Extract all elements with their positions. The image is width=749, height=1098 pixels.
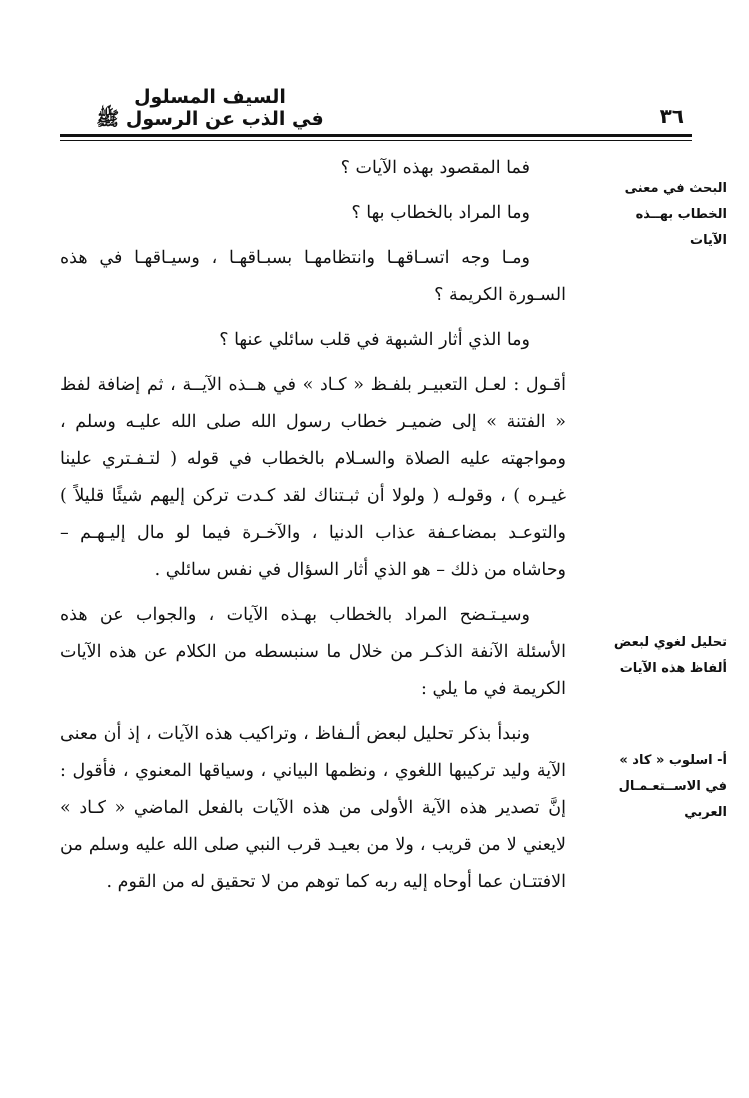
paragraph: وما الذي أثار الشبهة في قلب سائلي عنها ؟ bbox=[219, 330, 530, 350]
header-rule-thin bbox=[60, 140, 692, 141]
main-text bbox=[60, 150, 566, 901]
header-rule-thick bbox=[60, 134, 692, 137]
paragraph: ونبدأ بذكر تحليل لبعض ألـفاظ ، وتراكيب هذه الآيات ، إذ أن معنى الآية وليد تركيبها اللغوي ، ونظمها البياني ، وسياقها المعنوي ، فأقول : إنَّ تصدير هذه الآية الأولى من هذه الآيات بالفعل الماضي « كـاد » لايعني لا من قريب ، ولا من بعيـد قرب النبي صلى الله عليه وسلم من الافتتـان عما أوحاه إليه ربه كما توهم من لا تحقيق له من القوم . bbox=[60, 724, 566, 892]
paragraph: وما المراد بالخطاب بها ؟ bbox=[351, 203, 530, 223]
book-title-line1: السيف المسلول bbox=[134, 86, 286, 108]
paragraph: فما المقصود بهذه الآيات ؟ bbox=[340, 158, 530, 178]
side-note-kada-style: أ- اسلوب « كاد » في الاســتعـمـال العربي bbox=[618, 753, 727, 820]
page-header bbox=[60, 86, 690, 134]
book-title bbox=[70, 86, 350, 130]
paragraph: ومـا وجه اتسـاقهـا وانتظامهـا بسبـاقهـا ، وسيـاقهـا في هذه السـورة الكريمة ؟ bbox=[60, 248, 566, 305]
paragraph: أقـول : لعـل التعبيـر بلفـظ « كـاد » في هــذه الآيــة ، ثم إضافة لفظ « الفتنة » إلى ضميـر خطاب رسول الله صلى الله عليـه وسلم ، ومواجهته عليه الصلاة والسـلام بالخطاب في قوله ( لتـفـتري علينا غيـره ) ، وقولـه ( ولولا أن ثبـتناك لقد كـدت تركن إليهم شيئًا قليلاً ) والتوعـد بمضاعـفة عذاب الدنيا ، والآخـرة فيما لو مال إليـهـم – وحاشاه من ذلك – هو الذي أثار السؤال في نفس سائلي . bbox=[60, 375, 566, 580]
book-title-line2: في الذب عن الرسول ﷺ bbox=[96, 108, 324, 130]
side-note-meaning: البحث في معنى الخطاب بهــذه الآيات bbox=[624, 181, 727, 248]
page-number: ٣٦ bbox=[659, 104, 684, 128]
side-note-linguistic-analysis: تحليل لغوي لبعض ألفاظ هذه الآيات bbox=[613, 635, 727, 676]
paragraph: وسيـتـضح المراد بالخطاب بهـذه الآيات ، والجواب عن هذه الأسئلة الآنفة الذكـر من خلال ما سنبسطه من الكلام عن هذه الآيات الكريمة في ما يلي : bbox=[60, 605, 566, 699]
